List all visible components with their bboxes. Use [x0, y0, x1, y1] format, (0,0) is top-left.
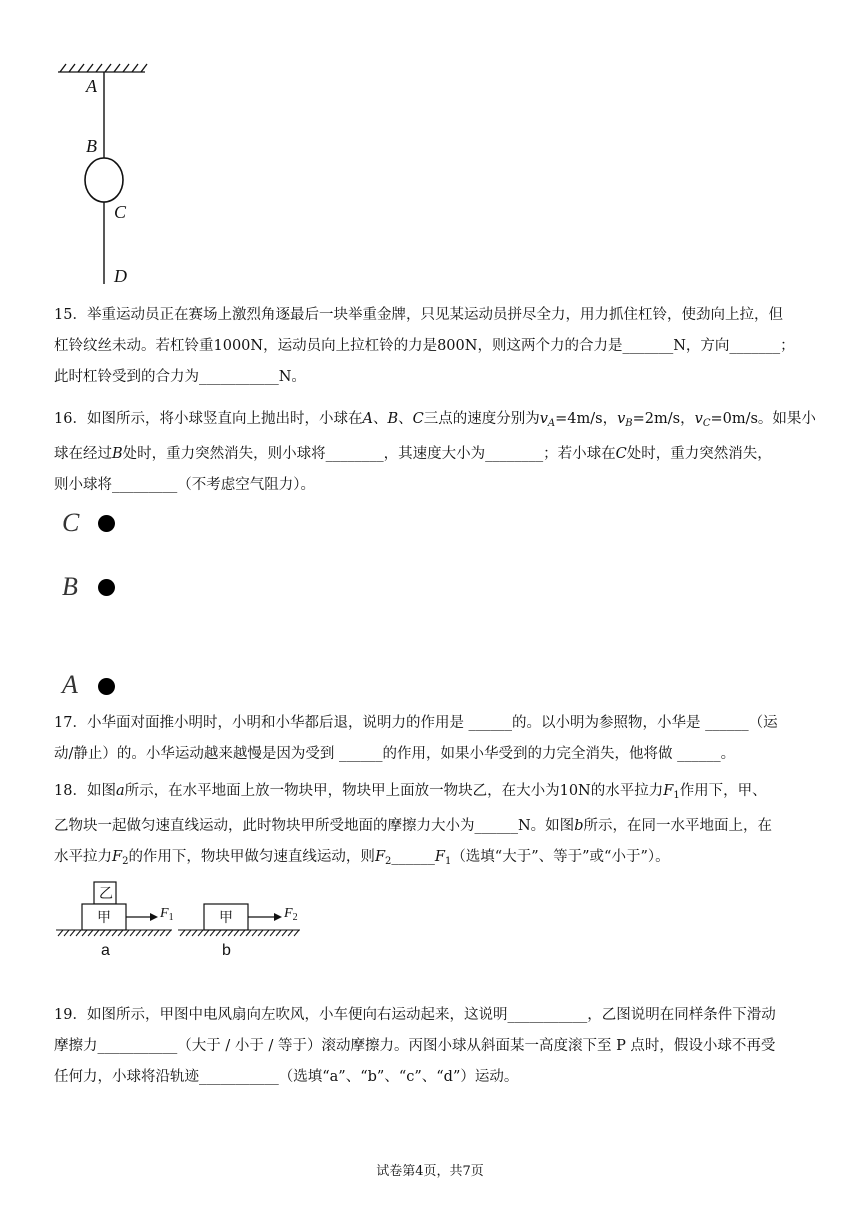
q18-line-2: 乙物块一起做匀速直线运动，此时物块甲所受地面的摩擦力大小为______N。如图b所示，在同一水平地面上，在: [54, 818, 772, 834]
caption-a: a: [101, 942, 110, 959]
question-18: [54, 776, 814, 877]
label-C: C: [114, 202, 127, 222]
label-B: B: [86, 136, 97, 156]
ground-b: [178, 930, 300, 936]
force-label-f2: $F_2$: [284, 906, 298, 923]
q15-line-2: 杠铃纹丝未动。若杠铃重1000N，运动员向上拉杠铃的力是800N，则这两个力的合力是_______N，方向_______；: [54, 338, 795, 354]
point-label-A: A: [62, 670, 78, 699]
ball-ellipse: [85, 158, 123, 202]
question-19: [54, 1000, 814, 1093]
q16-line-3: 则小球将_________（不考虑空气阻力）。: [54, 477, 315, 493]
caption-b: b: [222, 942, 231, 959]
pendulum-figure: [50, 58, 160, 293]
question-15: [54, 300, 814, 393]
q18-line-3: 水平拉力$F_2$的作用下，物块甲做匀速直线运动，则$F_2\_\_\_\_\_\_F_1$（选填“大于”、等于”或“小于”）。: [54, 849, 670, 867]
label-D: D: [114, 266, 127, 286]
q17-line-1: 17．小华面对面推小明时，小明和小华都后退，说明力的作用是 ______的。以小明为参照物，小华是 ______（运: [54, 715, 778, 731]
q19-line-3: 任何力，小球将沿轨迹___________（选填“a”、“b”、“c”、“d”）运动。: [54, 1069, 519, 1085]
arrow-f1-head: [150, 913, 158, 921]
q18-line-1: 18．如图a所示，在水平地面上放一物块甲，物块甲上面放一物块乙，在大小为10N的水平拉力$F_1$作用下，甲、: [54, 783, 767, 801]
point-label-C: C: [62, 508, 80, 537]
force-label-f1: $F_1$: [160, 906, 174, 923]
question-16: [54, 404, 814, 501]
q16-line-2: 球在经过B处时，重力突然消失，则小球将________，其速度大小为________；若小球在C处时，重力突然消失，: [54, 446, 772, 462]
q15-line-3: 此时杠铃受到的合力为___________N。: [54, 369, 306, 385]
ground-a: [56, 930, 172, 936]
arrow-f2-head: [274, 913, 282, 921]
point-label-B: B: [62, 572, 78, 601]
block-yi-label: 乙: [99, 886, 113, 902]
page-footer: 试卷第4页，共7页: [376, 1164, 484, 1179]
block-jia-b-label: 甲: [219, 910, 233, 926]
q15-line-1: 15．举重运动员正在赛场上激烈角逐最后一块举重金牌，只见某运动员拼尽全力，用力抓住杠铃，使劲向上拉，但: [54, 307, 783, 323]
q16-line-1: 16．如图所示，将小球竖直向上抛出时，小球在A、B、C三点的速度分别为$v_A=4m/s$，$v_B=2m/s$，$v_C=0m/s$。如果小: [54, 411, 816, 429]
q19-line-2: 摩擦力___________（大于 / 小于 / 等于）滚动摩擦力。丙图小球从斜面某一高度滚下至 P 点时，假设小球不再受: [54, 1038, 776, 1054]
label-A: A: [86, 76, 97, 96]
point-dot-B: [98, 579, 115, 596]
block-jia-a-label: 甲: [97, 910, 111, 926]
q19-line-1: 19．如图所示，甲图中电风扇向左吹风，小车便向右运动起来，这说明___________，乙图说明在同样条件下滑动: [54, 1007, 776, 1023]
ceiling-hatch: [58, 64, 147, 72]
point-dot-A: [98, 678, 115, 695]
question-17: [54, 708, 814, 770]
point-dot-C: [98, 515, 115, 532]
q17-line-2: 动/静止）的。小华运动越来越慢是因为受到 ______的作用，如果小华受到的力完全消失，他将做 ______。: [54, 746, 736, 762]
